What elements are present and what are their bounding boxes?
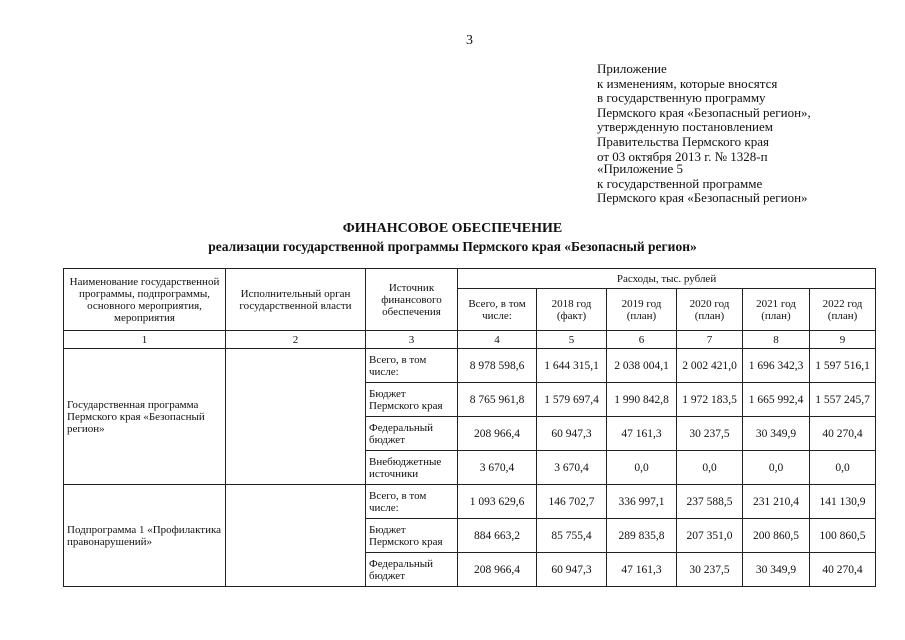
- value-2020: 30 237,5: [677, 553, 743, 587]
- value-2022: 1 557 245,7: [810, 383, 876, 417]
- appendix-line: Пермского края «Безопасный регион»,: [597, 104, 811, 120]
- value-2021: 30 349,9: [743, 553, 810, 587]
- column-index: 3: [366, 331, 458, 349]
- value-2022: 100 860,5: [810, 519, 876, 553]
- value-2022: 141 130,9: [810, 485, 876, 519]
- column-index: 5: [537, 331, 607, 349]
- appendix-line: в государственную программу: [597, 90, 766, 106]
- value-2018: 1 579 697,4: [537, 383, 607, 417]
- header-executor: Исполнительный орган государственной власти: [226, 269, 366, 331]
- value-2021: 231 210,4: [743, 485, 810, 519]
- column-index: 9: [810, 331, 876, 349]
- value-2018: 60 947,3: [537, 417, 607, 451]
- value-2020: 237 588,5: [677, 485, 743, 519]
- appendix5-line: «Приложение 5: [597, 161, 684, 176]
- value-total: 1 093 629,6: [458, 485, 537, 519]
- funding-source: Федеральный бюджет: [366, 417, 458, 451]
- document-subtitle: реализации государственной программы Пермского края «Безопасный регион»: [208, 239, 697, 254]
- header-2018: 2018 год (факт): [537, 289, 607, 331]
- funding-source: Федеральный бюджет: [366, 553, 458, 587]
- value-2019: 0,0: [607, 451, 677, 485]
- value-2020: 1 972 183,5: [677, 383, 743, 417]
- value-2018: 85 755,4: [537, 519, 607, 553]
- appendix-line: утвержденную постановлением: [597, 119, 774, 135]
- table-row: [64, 349, 876, 383]
- funding-source: Бюджет Пермского края: [366, 383, 458, 417]
- column-index: 7: [677, 331, 743, 349]
- value-2020: 2 002 421,0: [677, 349, 743, 383]
- header-name: Наименование государственной программы, подпрограммы, основного мероприятия, мероприятия: [64, 269, 226, 331]
- appendix-line: Правительства Пермского края: [597, 133, 769, 149]
- value-2021: 1 665 992,4: [743, 383, 810, 417]
- value-2018: 3 670,4: [537, 451, 607, 485]
- value-2020: 30 237,5: [677, 417, 743, 451]
- value-total: 8 978 598,6: [458, 349, 537, 383]
- funding-source: Всего, в том числе:: [366, 349, 458, 383]
- appendix-line: от 03 октября 2013 г. № 1328-п: [597, 148, 768, 164]
- header-2022: 2022 год (план): [810, 289, 876, 331]
- value-2018: 146 702,7: [537, 485, 607, 519]
- value-2019: 47 161,3: [607, 553, 677, 587]
- value-total: 884 663,2: [458, 519, 537, 553]
- table-row: [64, 485, 876, 519]
- header-expenses: Расходы, тыс. рублей: [458, 269, 876, 289]
- program-executor: [226, 349, 366, 485]
- program-name: Государственная программа Пермского края «Безопасный регион»: [64, 349, 226, 485]
- column-index: 6: [607, 331, 677, 349]
- value-2021: 30 349,9: [743, 417, 810, 451]
- appendix-block: [597, 62, 897, 164]
- value-2022: 40 270,4: [810, 553, 876, 587]
- value-2022: 0,0: [810, 451, 876, 485]
- appendix-line: Приложение: [597, 61, 667, 76]
- column-index: 1: [64, 331, 226, 349]
- column-index: 4: [458, 331, 537, 349]
- value-total: 8 765 961,8: [458, 383, 537, 417]
- column-index-row: [64, 331, 876, 349]
- value-2019: 2 038 004,1: [607, 349, 677, 383]
- value-2019: 47 161,3: [607, 417, 677, 451]
- appendix5-line: Пермского края «Безопасный регион»: [597, 190, 808, 206]
- funding-source: Всего, в том числе:: [366, 485, 458, 519]
- value-2019: 1 990 842,8: [607, 383, 677, 417]
- column-index: 8: [743, 331, 810, 349]
- value-2018: 1 644 315,1: [537, 349, 607, 383]
- financing-table: [63, 268, 876, 587]
- value-total: 208 966,4: [458, 417, 537, 451]
- document-title: ФИНАНСОВОЕ ОБЕСПЕЧЕНИЕ: [342, 221, 563, 236]
- value-2018: 60 947,3: [537, 553, 607, 587]
- subprogram-name: Подпрограмма 1 «Профилактика правонарушений»: [64, 485, 226, 587]
- appendix5-line: к государственной программе: [597, 175, 763, 191]
- value-2021: 0,0: [743, 451, 810, 485]
- header-2021: 2021 год (план): [743, 289, 810, 331]
- value-2019: 289 835,8: [607, 519, 677, 553]
- value-2020: 0,0: [677, 451, 743, 485]
- value-2022: 40 270,4: [810, 417, 876, 451]
- header-total: Всего, в том числе:: [458, 289, 537, 331]
- value-total: 3 670,4: [458, 451, 537, 485]
- page-number: 3: [466, 33, 473, 48]
- header-2020: 2020 год (план): [677, 289, 743, 331]
- value-2019: 336 997,1: [607, 485, 677, 519]
- appendix-line: к изменениям, которые вносятся: [597, 75, 778, 91]
- funding-source: Бюджет Пермского края: [366, 519, 458, 553]
- funding-source: Внебюджетные источники: [366, 451, 458, 485]
- header-source: Источник финансового обеспечения: [366, 269, 458, 331]
- column-index: 2: [226, 331, 366, 349]
- value-total: 208 966,4: [458, 553, 537, 587]
- subprogram-executor: [226, 485, 366, 587]
- header-2019: 2019 год (план): [607, 289, 677, 331]
- appendix5-block: [597, 162, 897, 206]
- value-2020: 207 351,0: [677, 519, 743, 553]
- value-2021: 1 696 342,3: [743, 349, 810, 383]
- value-2021: 200 860,5: [743, 519, 810, 553]
- value-2022: 1 597 516,1: [810, 349, 876, 383]
